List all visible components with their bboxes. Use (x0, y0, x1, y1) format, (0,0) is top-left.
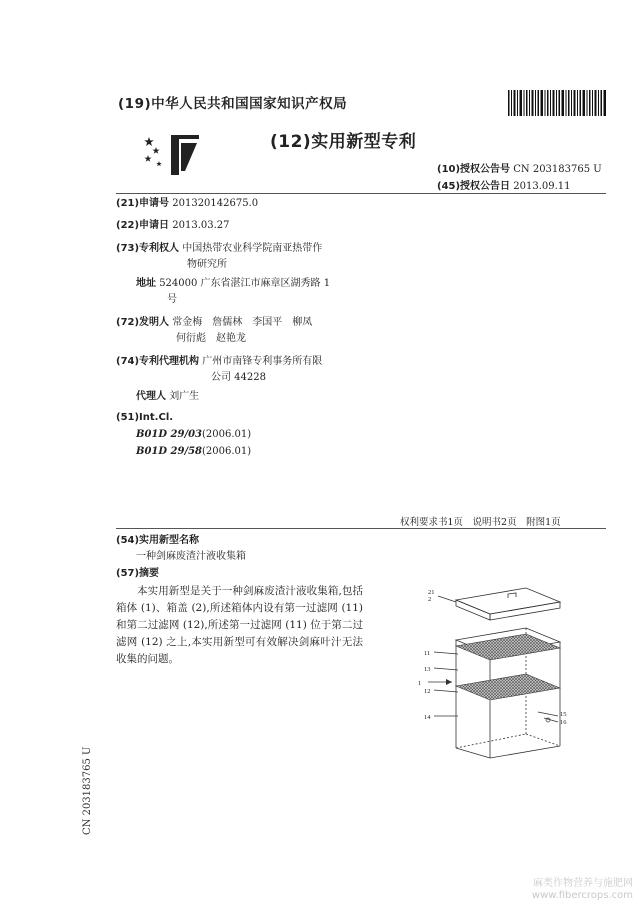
address-line2: 号 (167, 294, 177, 305)
application-date-label: (22)申请日 (116, 220, 170, 231)
inventors-label: (72)发明人 (116, 317, 170, 328)
ipc-code: B01D 29/03 (136, 429, 203, 440)
agent-value: 刘广生 (169, 391, 200, 402)
utility-model-title-label (116, 533, 199, 549)
patentee-label: (73)专利权人 (116, 243, 180, 254)
label-12: 12 (424, 688, 431, 695)
publication-number (437, 160, 602, 175)
agent-label: 代理人 (136, 391, 166, 402)
utility-model-title: 一种剑麻废渣汁液收集箱 (136, 551, 246, 562)
publication-number-value: CN 203183765 U (513, 164, 602, 175)
patent-agency-label: (74)专利代理机构 (116, 356, 200, 367)
collection-box-drawing (398, 576, 588, 761)
agent (136, 389, 199, 405)
inventors (116, 315, 312, 331)
cnipa-logo-emblem (141, 131, 203, 179)
application-number-value: 201320142675.0 (172, 198, 259, 209)
abstract-label: (57)摘要 (116, 568, 160, 579)
publication-date-label: (45)授权公告日 (437, 181, 511, 192)
first-filter-screen (456, 634, 560, 660)
abstract-text: 本实用新型是关于一种剑麻废渣汁液收集箱,包括箱体 (1)、箱盖 (2),所述箱体内设有第一过滤网 (11) 和第二过滤网 (12),所述第一过滤网 (11) 位于第二过滤网 (12) 之上,本实用新型可有效解决剑麻叶汁无法收集的问题。 (116, 585, 363, 665)
ipc-version: (2006.01) (202, 446, 252, 457)
patentee-line2: 物研究所 (187, 259, 227, 270)
section-divider (116, 528, 606, 529)
publication-number-label: (10)授权公告号 (437, 164, 511, 175)
application-date (116, 218, 230, 234)
label-16: 16 (560, 719, 567, 726)
side-publication-code: CN 203183765 U (82, 746, 93, 835)
ipc-class (136, 429, 251, 440)
patent-agency (116, 354, 322, 370)
patentee-line1: 中国热带农业科学院南亚热带作 (182, 243, 323, 254)
address (136, 276, 330, 292)
site-watermark (532, 878, 633, 902)
application-date-value: 2013.03.27 (172, 220, 230, 231)
label-21: 21 (428, 589, 435, 596)
ipc-code: B01D 29/58 (136, 446, 203, 457)
label-15: 15 (560, 711, 567, 718)
application-number (116, 196, 258, 212)
label-2: 2 (428, 596, 432, 603)
watermark-name: 麻类作物营养与施肥网 (533, 878, 633, 889)
barcode (508, 90, 606, 116)
second-filter-screen (456, 674, 560, 700)
title-label: (54)实用新型名称 (116, 535, 200, 546)
publication-date (437, 177, 571, 192)
watermark-url: www.fibercrops.com (531, 890, 633, 901)
lid-top (456, 588, 560, 614)
inventors-line1: 常金梅 詹儒林 李国平 柳凤 (172, 317, 313, 328)
label-14: 14 (424, 714, 431, 721)
address-line1: 524000 广东省湛江市麻章区湖秀路 1 (159, 278, 331, 289)
address-label: 地址 (136, 278, 156, 289)
abstract-heading (116, 566, 159, 582)
application-number-label: (21)申请号 (116, 198, 170, 209)
patentee (116, 241, 322, 257)
header-divider (116, 193, 606, 194)
outlet-valve (546, 718, 550, 722)
pages-summary: 权利要求书1页 说明书2页 附图1页 (400, 517, 561, 528)
int-cl (116, 410, 173, 426)
patent-agency-line2: 公司 44228 (211, 372, 266, 383)
document-type-title: (12)实用新型专利 (270, 132, 417, 152)
inventors-line2: 何衍彪 赵艳龙 (176, 333, 246, 344)
publication-date-value: 2013.09.11 (513, 181, 571, 192)
patent-agency-line1: 广州市南锋专利事务所有限 (202, 356, 323, 367)
int-cl-label: (51)Int.Cl. (116, 412, 174, 423)
label-1: 1 (418, 680, 422, 687)
ipc-class (136, 446, 251, 457)
label-11: 11 (424, 650, 431, 657)
label-13: 13 (424, 666, 431, 673)
ipc-version: (2006.01) (202, 429, 252, 440)
office-name: (19)中华人民共和国国家知识产权局 (118, 96, 348, 112)
